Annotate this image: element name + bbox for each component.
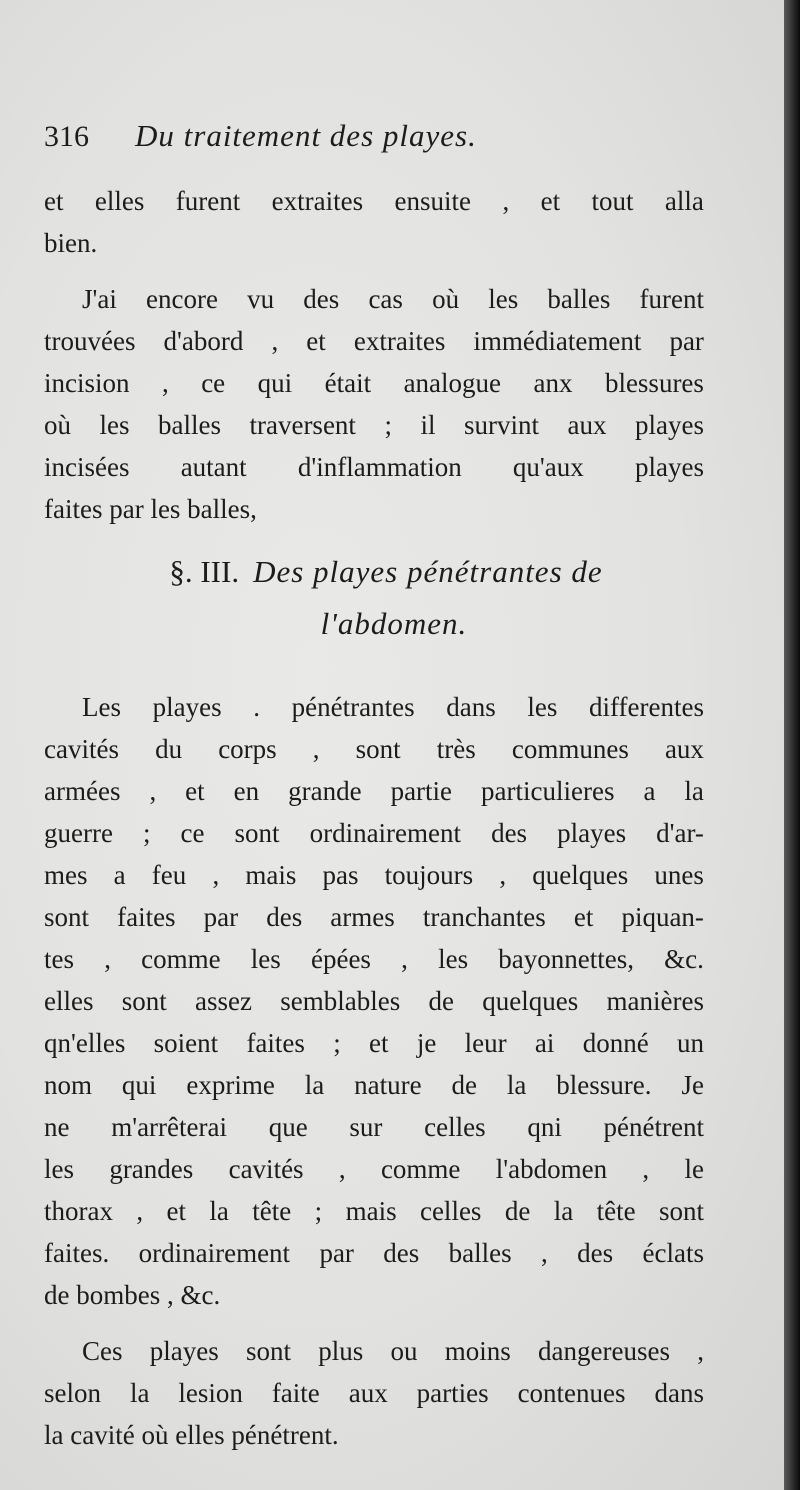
text-line: selon la lesion faite aux parties contenues dans <box>44 1378 704 1408</box>
text-line: thorax , et la tête ; mais celles de la tête sont <box>44 1196 704 1226</box>
section-number: §. III. <box>169 554 240 589</box>
paragraph-4 <box>44 1330 704 1456</box>
text-line: trouvées d'abord , et extraites immédiatement par <box>44 326 704 356</box>
text-line: tes , comme les épées , les bayonnettes, &c. <box>44 944 704 974</box>
page-number: 316 <box>44 120 89 153</box>
paragraph-1 <box>44 180 704 264</box>
text-line: et elles furent extraites ensuite , et tout alla <box>44 186 704 216</box>
text-line: la cavité où elles pénétrent. <box>44 1420 339 1450</box>
text-line: Ces playes sont plus ou moins dangereuses , <box>82 1336 704 1366</box>
paragraph-2 <box>44 278 704 530</box>
text-line: où les balles traversent ; il survint aux playes <box>44 410 704 440</box>
running-head <box>44 118 704 180</box>
text-line: les grandes cavités , comme l'abdomen , le <box>44 1154 704 1184</box>
page-text <box>44 118 704 1456</box>
section-title: Des playes pénétrantes de <box>253 554 603 589</box>
section-title-continued: l'abdomen. <box>320 606 468 641</box>
text-line: incision , ce qui était analogue anx blessures <box>44 368 704 398</box>
running-title: Du traitement des playes. <box>135 118 477 153</box>
text-line: faites par les balles, <box>44 494 257 524</box>
text-line: incisées autant d'inflammation qu'aux playes <box>44 452 704 482</box>
text-line: sont faites par des armes tranchantes et piquan- <box>44 902 704 932</box>
text-line: nom qui exprime la nature de la blessure. Je <box>44 1070 704 1100</box>
text-line: qn'elles soient faites ; et je leur ai donné un <box>44 1028 704 1058</box>
text-line: Les playes . pénétrantes dans les differentes <box>82 692 704 722</box>
text-line: faites. ordinairement par des balles , des éclats <box>44 1238 704 1268</box>
text-line: guerre ; ce sont ordinairement des playes d'ar- <box>44 818 704 848</box>
text-line: de bombes , &c. <box>44 1280 221 1310</box>
text-line: ne m'arrêterai que sur celles qni pénétrent <box>44 1112 704 1142</box>
text-line: armées , et en grande partie particulieres a la <box>44 776 704 806</box>
text-line: J'ai encore vu des cas où les balles furent <box>82 284 704 314</box>
text-line: mes a feu , mais pas toujours , quelques unes <box>44 860 704 890</box>
paragraph-3 <box>44 686 704 1316</box>
text-line: bien. <box>44 228 98 258</box>
text-line: cavités du corps , sont très communes aux <box>44 734 704 764</box>
page-edge-shadow <box>784 0 800 1490</box>
text-line: elles sont assez semblables de quelques manières <box>44 986 704 1016</box>
section-heading <box>44 546 704 650</box>
